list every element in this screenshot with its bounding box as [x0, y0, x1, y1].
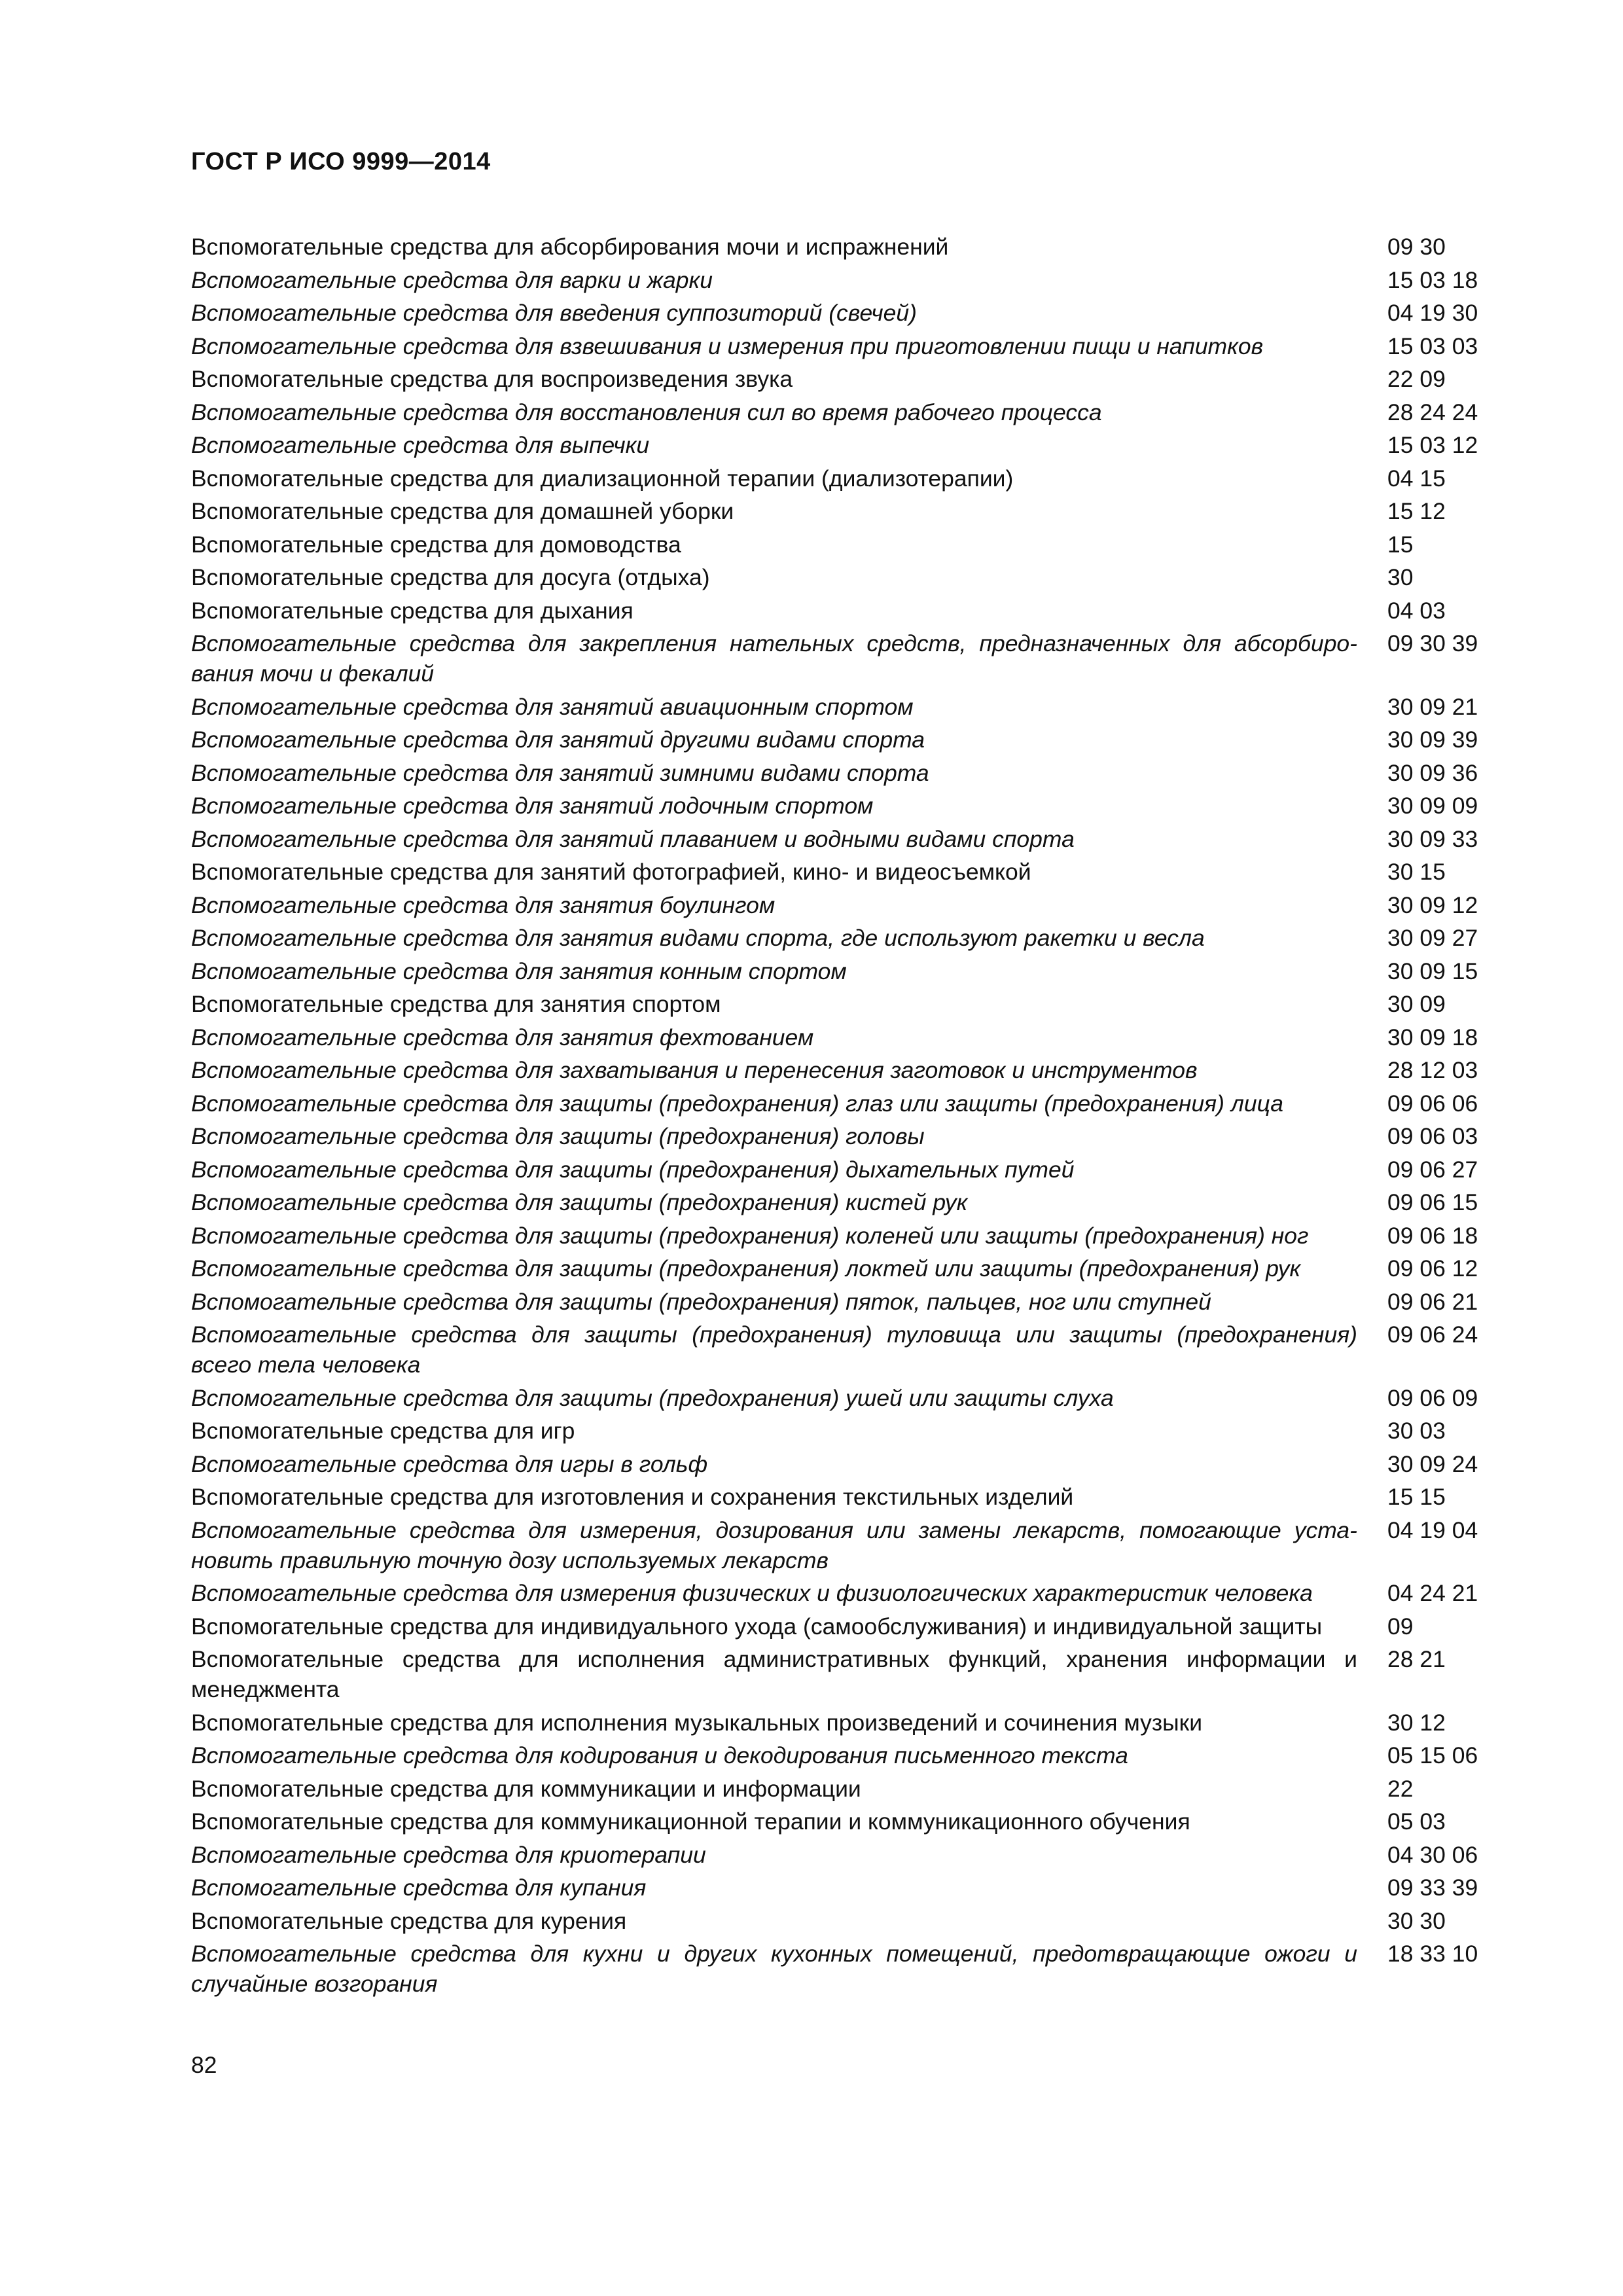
entry-term: Вспомогательные средства для домашней уборки [191, 498, 734, 524]
entry-code: 04 03 [1387, 597, 1446, 624]
index-entry [191, 791, 1500, 821]
entry-term: Вспомогательные средства для занятий зимними видами спорта [191, 759, 929, 786]
index-entry [191, 1840, 1500, 1870]
entry-term: Вспомогательные средства для защиты (предохранения) дыхательных путей [191, 1156, 1075, 1183]
entry-term: Вспомогательные средства для восстановления сил во время рабочего процесса [191, 399, 1102, 425]
entry-term: Вспомогательные средства для занятий фотографией, кино- и видеосъемкой [191, 859, 1031, 885]
index-entry [191, 1578, 1500, 1608]
entry-code: 30 09 12 [1387, 891, 1478, 918]
index-entry [191, 1939, 1500, 1999]
index-entry [191, 331, 1500, 361]
index-entry [191, 628, 1500, 689]
entry-code: 15 15 [1387, 1484, 1446, 1510]
entry-term: Вспомогательные средства для абсорбирования мочи и испражнений [191, 234, 949, 260]
index-entry [191, 1253, 1500, 1283]
entry-code: 09 06 24 [1387, 1321, 1478, 1348]
index-entry [191, 1774, 1500, 1804]
entry-term: Вспомогательные средства для исполнения административных функций, хранения информации и менеджмента [191, 1646, 1357, 1702]
entry-term: Вспомогательные средства для занятий авиационным спортом [191, 693, 914, 720]
index-entry [191, 1287, 1500, 1317]
entry-code: 09 06 21 [1387, 1288, 1478, 1315]
entry-term: Вспомогательные средства для взвешивания и измерения при приготовлении пищи и напитков [191, 332, 1264, 359]
entry-term: Вспомогательные средства для введения суппозиторий (свечей) [191, 300, 917, 326]
entry-term: Вспомогательные средства для кухни и других кухонных помещений, предотвращающие ожоги и случайные возгорания [191, 1941, 1357, 1997]
entry-code: 15 12 [1387, 498, 1446, 524]
entry-term: Вспомогательные средства для варки и жарки [191, 266, 713, 293]
entry-term: Вспомогательные средства для купания [191, 1874, 647, 1901]
entry-code: 30 09 27 [1387, 925, 1478, 951]
entry-code: 22 [1387, 1775, 1414, 1802]
entry-term: Вспомогательные средства для занятий другими видами спорта [191, 726, 925, 753]
entry-code: 30 09 21 [1387, 693, 1478, 720]
entry-code: 30 09 09 [1387, 793, 1478, 819]
entry-code: 05 03 [1387, 1808, 1446, 1835]
entry-term: Вспомогательные средства для занятия спортом [191, 991, 721, 1017]
index-entry [191, 1806, 1500, 1837]
entry-code: 30 15 [1387, 859, 1446, 885]
entry-term: Вспомогательные средства для защиты (предохранения) кистей рук [191, 1189, 968, 1215]
entry-term: Вспомогательные средства для диализационной терапии (диализотерапии) [191, 465, 1014, 492]
entry-term: Вспомогательные средства для защиты (предохранения) пяток, пальцев, ног или ступней [191, 1288, 1211, 1315]
entry-term: Вспомогательные средства для игр [191, 1418, 575, 1444]
entry-term: Вспомогательные средства для закрепления нательных средств, предназначенных для абсорбиро-вания мочи и фекалий [191, 630, 1357, 687]
entry-code: 04 24 21 [1387, 1580, 1478, 1606]
index-entry [191, 496, 1500, 526]
entry-term: Вспомогательные средства для исполнения музыкальных произведений и сочинения музыки [191, 1709, 1203, 1736]
index-entry [191, 956, 1500, 986]
index-entry [191, 265, 1500, 295]
entry-code: 15 03 18 [1387, 266, 1478, 293]
index-entry [191, 1088, 1500, 1119]
entry-code: 30 09 33 [1387, 825, 1478, 852]
index-entry [191, 1383, 1500, 1413]
entry-term: Вспомогательные средства для защиты (предохранения) коленей или защиты (предохранения) ног [191, 1222, 1309, 1249]
index-entry [191, 1121, 1500, 1151]
index-entry [191, 430, 1500, 460]
entry-code: 09 06 18 [1387, 1222, 1478, 1249]
index-entry [191, 596, 1500, 626]
index-entry [191, 397, 1500, 427]
index-entry [191, 529, 1500, 560]
entry-term: Вспомогательные средства для измерения физических и физиологических характеристик человека [191, 1580, 1313, 1606]
entry-code: 30 09 15 [1387, 958, 1478, 984]
index-entry [191, 1906, 1500, 1936]
entry-code: 09 [1387, 1613, 1414, 1640]
entry-code: 09 06 03 [1387, 1123, 1478, 1149]
index-entry [191, 1449, 1500, 1479]
entry-code: 30 30 [1387, 1907, 1446, 1934]
entry-term: Вспомогательные средства для измерения, дозирования или замены лекарств, помогающие уста-новить правильную точную дозу используемых лекарств [191, 1516, 1357, 1573]
entry-code: 15 03 12 [1387, 432, 1478, 458]
index-entry [191, 1873, 1500, 1903]
index-entry [191, 989, 1500, 1019]
index-entry [191, 1482, 1500, 1512]
entry-code: 30 09 24 [1387, 1450, 1478, 1477]
entry-term: Вспомогательные средства для игры в гольф [191, 1450, 708, 1477]
entry-code: 09 06 15 [1387, 1189, 1478, 1215]
entry-term: Вспомогательные средства для занятия видами спорта, где используют ракетки и весла [191, 925, 1205, 951]
entry-term: Вспомогательные средства для индивидуального ухода (самообслуживания) и индивидуальной защиты [191, 1613, 1323, 1640]
entry-code: 04 30 06 [1387, 1841, 1478, 1868]
entry-term: Вспомогательные средства для защиты (предохранения) глаз или защиты (предохранения) лица [191, 1090, 1284, 1117]
entry-code: 09 30 [1387, 234, 1446, 260]
index-entry [191, 1221, 1500, 1251]
entry-code: 04 15 [1387, 465, 1446, 492]
entry-code: 09 33 39 [1387, 1874, 1478, 1901]
entry-code: 15 [1387, 531, 1414, 558]
entry-code: 30 [1387, 564, 1414, 590]
entry-code: 04 19 04 [1387, 1516, 1478, 1543]
index-entry [191, 1022, 1500, 1052]
entry-code: 18 33 10 [1387, 1941, 1478, 1967]
entry-term: Вспомогательные средства для курения [191, 1907, 627, 1934]
index-entry [191, 1319, 1500, 1380]
index-entry [191, 562, 1500, 592]
entry-term: Вспомогательные средства для дыхания [191, 597, 633, 624]
index-entry [191, 1055, 1500, 1085]
entry-code: 09 06 09 [1387, 1384, 1478, 1411]
entry-term: Вспомогательные средства для занятия фехтованием [191, 1024, 814, 1050]
entry-code: 09 06 12 [1387, 1255, 1478, 1282]
index-entry [191, 463, 1500, 493]
entry-code: 09 06 27 [1387, 1156, 1478, 1183]
index-list [191, 232, 1500, 2002]
index-entry [191, 1708, 1500, 1738]
entry-term: Вспомогательные средства для выпечки [191, 432, 650, 458]
index-entry [191, 1611, 1500, 1641]
index-entry [191, 758, 1500, 788]
entry-code: 30 09 36 [1387, 759, 1478, 786]
entry-term: Вспомогательные средства для досуга (отдыха) [191, 564, 710, 590]
entry-term: Вспомогательные средства для коммуникационной терапии и коммуникационного обучения [191, 1808, 1190, 1835]
entry-term: Вспомогательные средства для криотерапии [191, 1841, 706, 1868]
entry-code: 28 24 24 [1387, 399, 1478, 425]
index-entry [191, 824, 1500, 854]
entry-code: 28 12 03 [1387, 1057, 1478, 1083]
entry-term: Вспомогательные средства для занятий плаванием и водными видами спорта [191, 825, 1075, 852]
entry-code: 15 03 03 [1387, 332, 1478, 359]
entry-term: Вспомогательные средства для воспроизведения звука [191, 366, 793, 392]
entry-code: 30 09 [1387, 991, 1446, 1017]
entry-term: Вспомогательные средства для изготовления и сохранения текстильных изделий [191, 1484, 1074, 1510]
entry-code: 09 30 39 [1387, 630, 1478, 656]
index-entry [191, 1515, 1500, 1575]
index-entry [191, 857, 1500, 887]
entry-code: 09 06 06 [1387, 1090, 1478, 1117]
entry-term: Вспомогательные средства для защиты (предохранения) ушей или защиты слуха [191, 1384, 1114, 1411]
entry-code: 05 15 06 [1387, 1742, 1478, 1768]
entry-code: 30 09 39 [1387, 726, 1478, 753]
index-entry [191, 1644, 1500, 1704]
entry-term: Вспомогательные средства для домоводства [191, 531, 681, 558]
entry-code: 04 19 30 [1387, 300, 1478, 326]
entry-term: Вспомогательные средства для занятия конным спортом [191, 958, 847, 984]
index-entry [191, 692, 1500, 722]
entry-term: Вспомогательные средства для занятий лодочным спортом [191, 793, 874, 819]
index-entry [191, 1740, 1500, 1770]
entry-code: 30 03 [1387, 1418, 1446, 1444]
index-entry [191, 725, 1500, 755]
entry-term: Вспомогательные средства для защиты (предохранения) локтей или защиты (предохранения) рук [191, 1255, 1301, 1282]
entry-term: Вспомогательные средства для защиты (предохранения) туловища или защиты (предохранения) всего тела человека [191, 1321, 1357, 1378]
index-entry [191, 232, 1500, 262]
entry-code: 30 09 18 [1387, 1024, 1478, 1050]
entry-term: Вспомогательные средства для кодирования и декодирования письменного текста [191, 1742, 1128, 1768]
index-entry [191, 890, 1500, 920]
index-entry [191, 298, 1500, 328]
entry-term: Вспомогательные средства для защиты (предохранения) головы [191, 1123, 925, 1149]
document-title: ГОСТ Р ИСО 9999—2014 [191, 148, 491, 175]
entry-code: 30 12 [1387, 1709, 1446, 1736]
index-entry [191, 923, 1500, 953]
index-entry [191, 1187, 1500, 1217]
entry-code: 22 09 [1387, 366, 1446, 392]
index-entry [191, 1416, 1500, 1446]
entry-term: Вспомогательные средства для коммуникации и информации [191, 1775, 861, 1802]
page-number: 82 [191, 2052, 217, 2078]
entry-term: Вспомогательные средства для занятия боулингом [191, 891, 776, 918]
index-entry [191, 1155, 1500, 1185]
index-entry [191, 364, 1500, 394]
entry-term: Вспомогательные средства для захватывания и перенесения заготовок и инструментов [191, 1057, 1198, 1083]
entry-code: 28 21 [1387, 1646, 1446, 1672]
